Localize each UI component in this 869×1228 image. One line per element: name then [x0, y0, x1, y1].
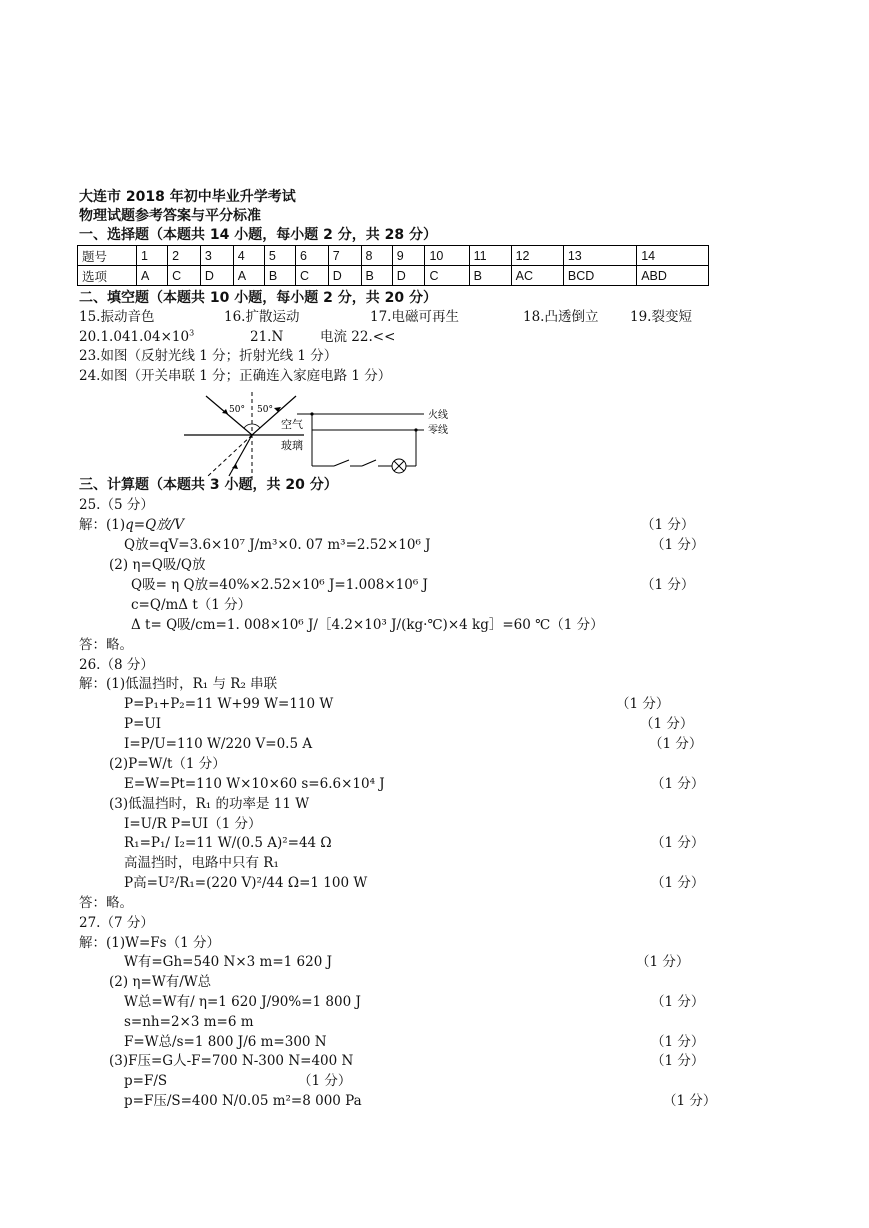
diagram-svg [184, 392, 454, 482]
q27-line-6: F=W总/s=1 800 J/6 m=300 N [124, 1034, 327, 1050]
score-label: （1 分） [651, 537, 705, 553]
q26-line-11: P高=U²/R₁=(220 V)²/44 Ω=1 100 W [124, 875, 368, 891]
table-cell: ABD [637, 266, 709, 286]
table-cell: 8 [361, 246, 392, 266]
q26-line-4: I=P/U=110 W/220 V=0.5 A [124, 736, 313, 752]
q25-line-3: (2) η=Q吸/Q放 [109, 557, 206, 573]
answer-20-exponent: 3 [189, 328, 195, 338]
answer-17: 17.电磁可再生 [370, 309, 459, 325]
table-cell: 选项 [78, 266, 137, 286]
q25-line-4: Q吸= η Q放=40%×2.52×10⁶ J=1.008×10⁶ J [131, 577, 428, 593]
table-cell: 9 [392, 246, 425, 266]
answer-20 [79, 328, 194, 346]
q26-line-6: E=W=Pt=110 W×10×60 s=6.6×10⁴ J [124, 776, 385, 792]
answer-key-title: 物理试题参考答案与平分标准 [79, 208, 261, 224]
q25-line-5: c=Q/mΔ t（1 分） [131, 597, 252, 613]
q25-heading: 25.（5 分） [79, 497, 154, 513]
table-cell: D [392, 266, 425, 286]
score-label: （1 分） [651, 835, 705, 851]
score-label: （1 分） [663, 1093, 717, 1109]
neutral-wire-label: 零线 [428, 425, 448, 436]
answer-19: 19.裂变短 [630, 309, 692, 325]
table-cell: BCD [563, 266, 636, 286]
question-number-row [78, 246, 709, 266]
q27-line-8: p=F/S [124, 1073, 168, 1089]
incident-ray [206, 396, 252, 435]
table-cell: AC [511, 266, 563, 286]
score-label: （1 分） [651, 994, 705, 1010]
q26-answer: 答：略。 [79, 895, 133, 911]
angle-label-right: 50° [257, 405, 273, 415]
score-label: （1 分） [651, 1034, 705, 1050]
q26-line-8: I=U/R P=UI（1 分） [124, 816, 262, 832]
angle-label-left: 50° [229, 405, 245, 415]
answer-24: 24.如图（开关串联 1 分；正确连入家庭电路 1 分） [79, 368, 392, 384]
switch-2 [362, 460, 376, 466]
refracted-ray [229, 435, 252, 476]
q26-line-3: P=UI [124, 716, 162, 732]
score-label: （1 分） [636, 954, 690, 970]
q27-line-4: W总=W有/ η=1 620 J/90%=1 800 J [124, 994, 361, 1010]
table-cell: A [233, 266, 264, 286]
table-cell: 7 [328, 246, 361, 266]
q25-line-1-formula: q=Q放/V [125, 517, 184, 533]
score-label: （1 分） [651, 776, 705, 792]
q27-heading: 27.（7 分） [79, 915, 154, 931]
switch-1 [334, 460, 349, 466]
table-cell: 5 [264, 246, 295, 266]
q27-line-9: p=F压/S=400 N/0.05 m²=8 000 Pa [124, 1093, 362, 1109]
q26-line-7: (3)低温挡时，R₁ 的功率是 11 W [109, 796, 310, 812]
table-cell: 12 [511, 246, 563, 266]
table-cell: 3 [200, 246, 233, 266]
answer-row [78, 266, 709, 286]
answer-21-22: 电流 22.<< [320, 329, 396, 345]
score-label: （1 分） [651, 1053, 705, 1069]
q27-line-2: W有=Gh=540 N×3 m=1 620 J [124, 954, 333, 970]
answer-21: 21.N [250, 329, 284, 345]
table-cell: 11 [469, 246, 511, 266]
q26-line-2: P=P₁+P₂=11 W+99 W=110 W [124, 696, 334, 712]
answer-15: 15.振动音色 [79, 309, 155, 325]
q27-line-1: 解：(1)W=Fs（1 分） [79, 935, 220, 951]
answer-23: 23.如图（反射光线 1 分；折射光线 1 分） [79, 348, 338, 364]
table-cell: C [296, 266, 329, 286]
table-cell: 6 [296, 246, 329, 266]
q25-line-6: Δ t= Q吸/cm=1. 008×10⁶ J/［4.2×10³ J/(kg·℃)×4 kg］=60 ℃（1 分） [131, 617, 604, 633]
score-label: （1 分） [640, 716, 694, 732]
table-cell: 2 [168, 246, 201, 266]
table-cell: 10 [425, 246, 469, 266]
q27-line-5: s=nh=2×3 m=6 m [124, 1014, 254, 1030]
answer-20-text: 20.1.041.04×10 [79, 329, 190, 345]
table-cell: 题号 [78, 246, 137, 266]
neutral-junction [414, 428, 417, 431]
table-cell: B [264, 266, 295, 286]
table-cell: 14 [637, 246, 709, 266]
table-cell: A [137, 266, 168, 286]
q27-line-7: (3)F压=G人-F=700 N-300 N=400 N [109, 1053, 354, 1069]
score-label: （1 分） [641, 517, 695, 533]
section-calculation-heading: 三、计算题（本题共 3 小题，共 20 分） [79, 477, 338, 493]
score-label: （1 分） [616, 696, 670, 712]
exam-title: 大连市 2018 年初中毕业升学考试 [79, 189, 296, 205]
q25-line-1 [79, 516, 184, 534]
q26-line-9: R₁=P₁/ I₂=11 W/(0.5 A)²=44 Ω [124, 835, 332, 851]
air-label: 空气 [281, 418, 303, 431]
q26-line-1: 解：(1)低温挡时，R₁ 与 R₂ 串联 [79, 676, 278, 692]
table-cell: 1 [137, 246, 168, 266]
answer-18: 18.凸透倒立 [523, 309, 599, 325]
answer-table [77, 245, 709, 286]
table-cell: 13 [563, 246, 636, 266]
table-cell: D [200, 266, 233, 286]
optics-and-circuit-diagram [184, 392, 454, 486]
section-multiple-choice-heading: 一、选择题（本题共 14 小题，每小题 2 分，共 28 分） [79, 227, 437, 243]
table-cell: B [469, 266, 511, 286]
table-cell: 4 [233, 246, 264, 266]
q26-heading: 26.（8 分） [79, 657, 154, 673]
table-cell: D [328, 266, 361, 286]
table-cell: C [168, 266, 201, 286]
score-label: （1 分） [298, 1073, 352, 1089]
answer-16: 16.扩散运动 [224, 309, 300, 325]
q26-line-10: 高温挡时，电路中只有 R₁ [124, 855, 279, 871]
q27-line-3: (2) η=W有/W总 [109, 974, 212, 990]
score-label: （1 分） [651, 875, 705, 891]
table-cell: B [361, 266, 392, 286]
live-wire-label: 火线 [428, 410, 448, 421]
glass-label: 玻璃 [281, 439, 303, 452]
live-junction [310, 412, 313, 415]
score-label: （1 分） [641, 577, 695, 593]
q26-line-5: (2)P=W/t（1 分） [109, 756, 226, 772]
table-cell: C [425, 266, 469, 286]
score-label: （1 分） [649, 736, 703, 752]
section-fill-blank-heading: 二、填空题（本题共 10 小题，每小题 2 分，共 20 分） [79, 290, 437, 306]
q25-line-1-prefix: 解：(1) [79, 517, 126, 533]
q25-answer: 答：略。 [79, 637, 133, 653]
extension-line [208, 435, 252, 476]
q25-line-2: Q放=qV=3.6×10⁷ J/m³×0. 07 m³=2.52×10⁶ J [124, 537, 431, 553]
